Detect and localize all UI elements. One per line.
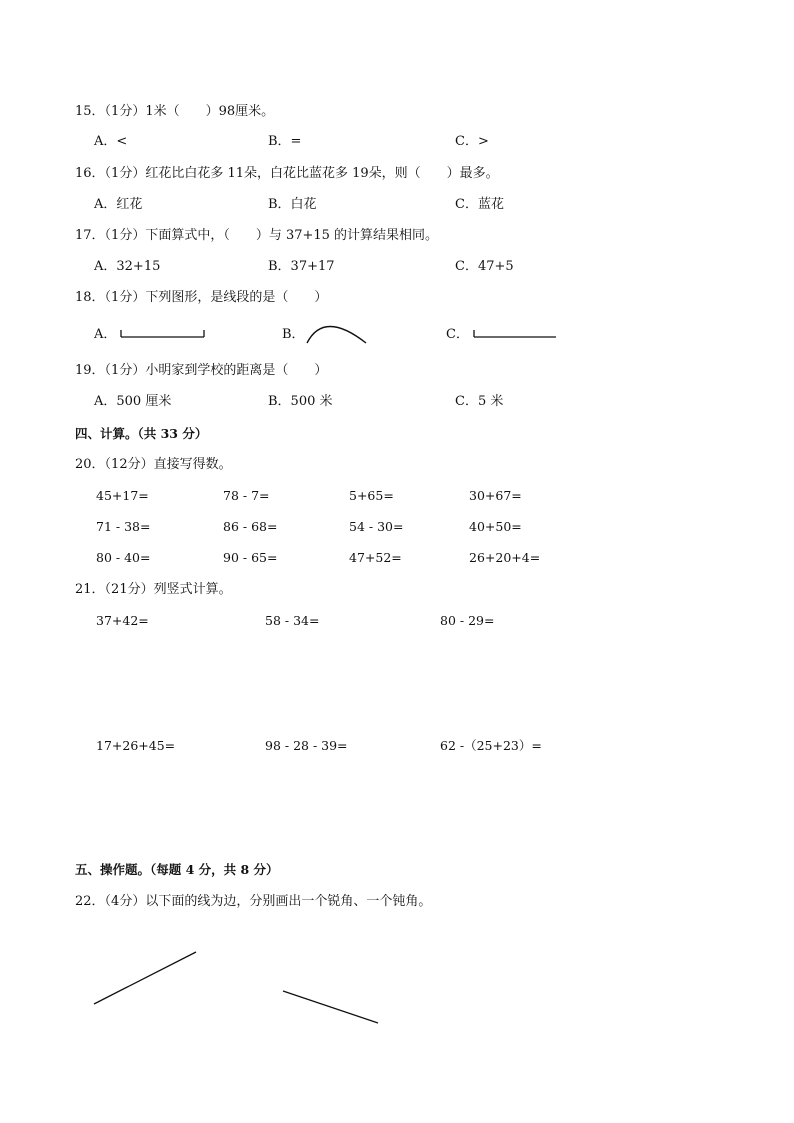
q19-option-a[interactable]: A．500 厘米: [94, 394, 172, 409]
q16-option-b[interactable]: B．白花: [268, 197, 317, 212]
q22-line-2: [283, 991, 378, 1023]
q19-option-c[interactable]: C．5 米: [455, 394, 504, 409]
question-18-stem: 18．（1分）下列图形，是线段的是（ ）: [75, 290, 328, 305]
question-16-stem: 16．（1分）红花比白花多 11朵，白花比蓝花多 19朵，则（ ）最多。: [75, 166, 499, 181]
q21-item: 98 - 28 - 39=: [265, 738, 348, 753]
section-4-title: 四、计算。（共 33 分）: [75, 426, 208, 441]
section-5-title: 五、操作题。（每题 4 分，共 8 分）: [75, 862, 279, 877]
q21-item: 17+26+45=: [96, 738, 176, 753]
q17-option-b[interactable]: B．37+17: [268, 259, 335, 274]
q20-item: 26+20+4=: [469, 550, 541, 565]
question-15-stem: 15．（1分）1米（ ）98厘米。: [75, 104, 275, 119]
q20-item: 54 - 30=: [349, 519, 404, 534]
q18-figure-a-segment: [120, 326, 210, 340]
q17-option-a[interactable]: A．32+15: [94, 259, 161, 274]
q20-item: 5+65=: [349, 488, 394, 503]
q18-figure-c-ray: [472, 326, 560, 340]
q15-option-b[interactable]: B．=: [268, 134, 302, 149]
q20-item: 78 - 7=: [223, 488, 270, 503]
q18-option-a[interactable]: A．: [94, 327, 117, 342]
q20-item: 86 - 68=: [223, 519, 278, 534]
q20-item: 90 - 65=: [223, 550, 278, 565]
q15-option-c[interactable]: C．>: [455, 134, 489, 149]
q20-item: 30+67=: [469, 488, 522, 503]
q22-drawing-area[interactable]: [90, 946, 385, 1030]
q16-option-a[interactable]: A．红花: [94, 197, 143, 212]
question-19-stem: 19．（1分）小明家到学校的距离是（ ）: [75, 363, 328, 378]
q20-item: 71 - 38=: [96, 519, 151, 534]
q21-item: 37+42=: [96, 613, 149, 628]
question-22-stem: 22．（4分）以下面的线为边，分别画出一个锐角、一个钝角。: [75, 894, 432, 909]
question-20-stem: 20．（12分）直接写得数。: [75, 457, 232, 472]
question-21-stem: 21．（21分）列竖式计算。: [75, 582, 232, 597]
q18-figure-b-arc: [304, 316, 370, 346]
q21-item: 58 - 34=: [265, 613, 320, 628]
q20-item: 45+17=: [96, 488, 149, 503]
question-17-stem: 17．（1分）下面算式中，（ ）与 37+15 的计算结果相同。: [75, 228, 439, 243]
q21-item: 80 - 29=: [440, 613, 495, 628]
q20-item: 80 - 40=: [96, 550, 151, 565]
q16-option-c[interactable]: C．蓝花: [455, 197, 504, 212]
q17-option-c[interactable]: C．47+5: [455, 259, 514, 274]
q20-item: 47+52=: [349, 550, 402, 565]
q20-item: 40+50=: [469, 519, 522, 534]
q22-line-1: [94, 952, 196, 1004]
q18-option-b[interactable]: B．: [282, 327, 305, 342]
q21-item: 62 -（25+23）=: [440, 738, 542, 753]
q19-option-b[interactable]: B．500 米: [268, 394, 333, 409]
q18-option-c[interactable]: C．: [446, 327, 469, 342]
q15-option-a[interactable]: A．<: [94, 134, 128, 149]
